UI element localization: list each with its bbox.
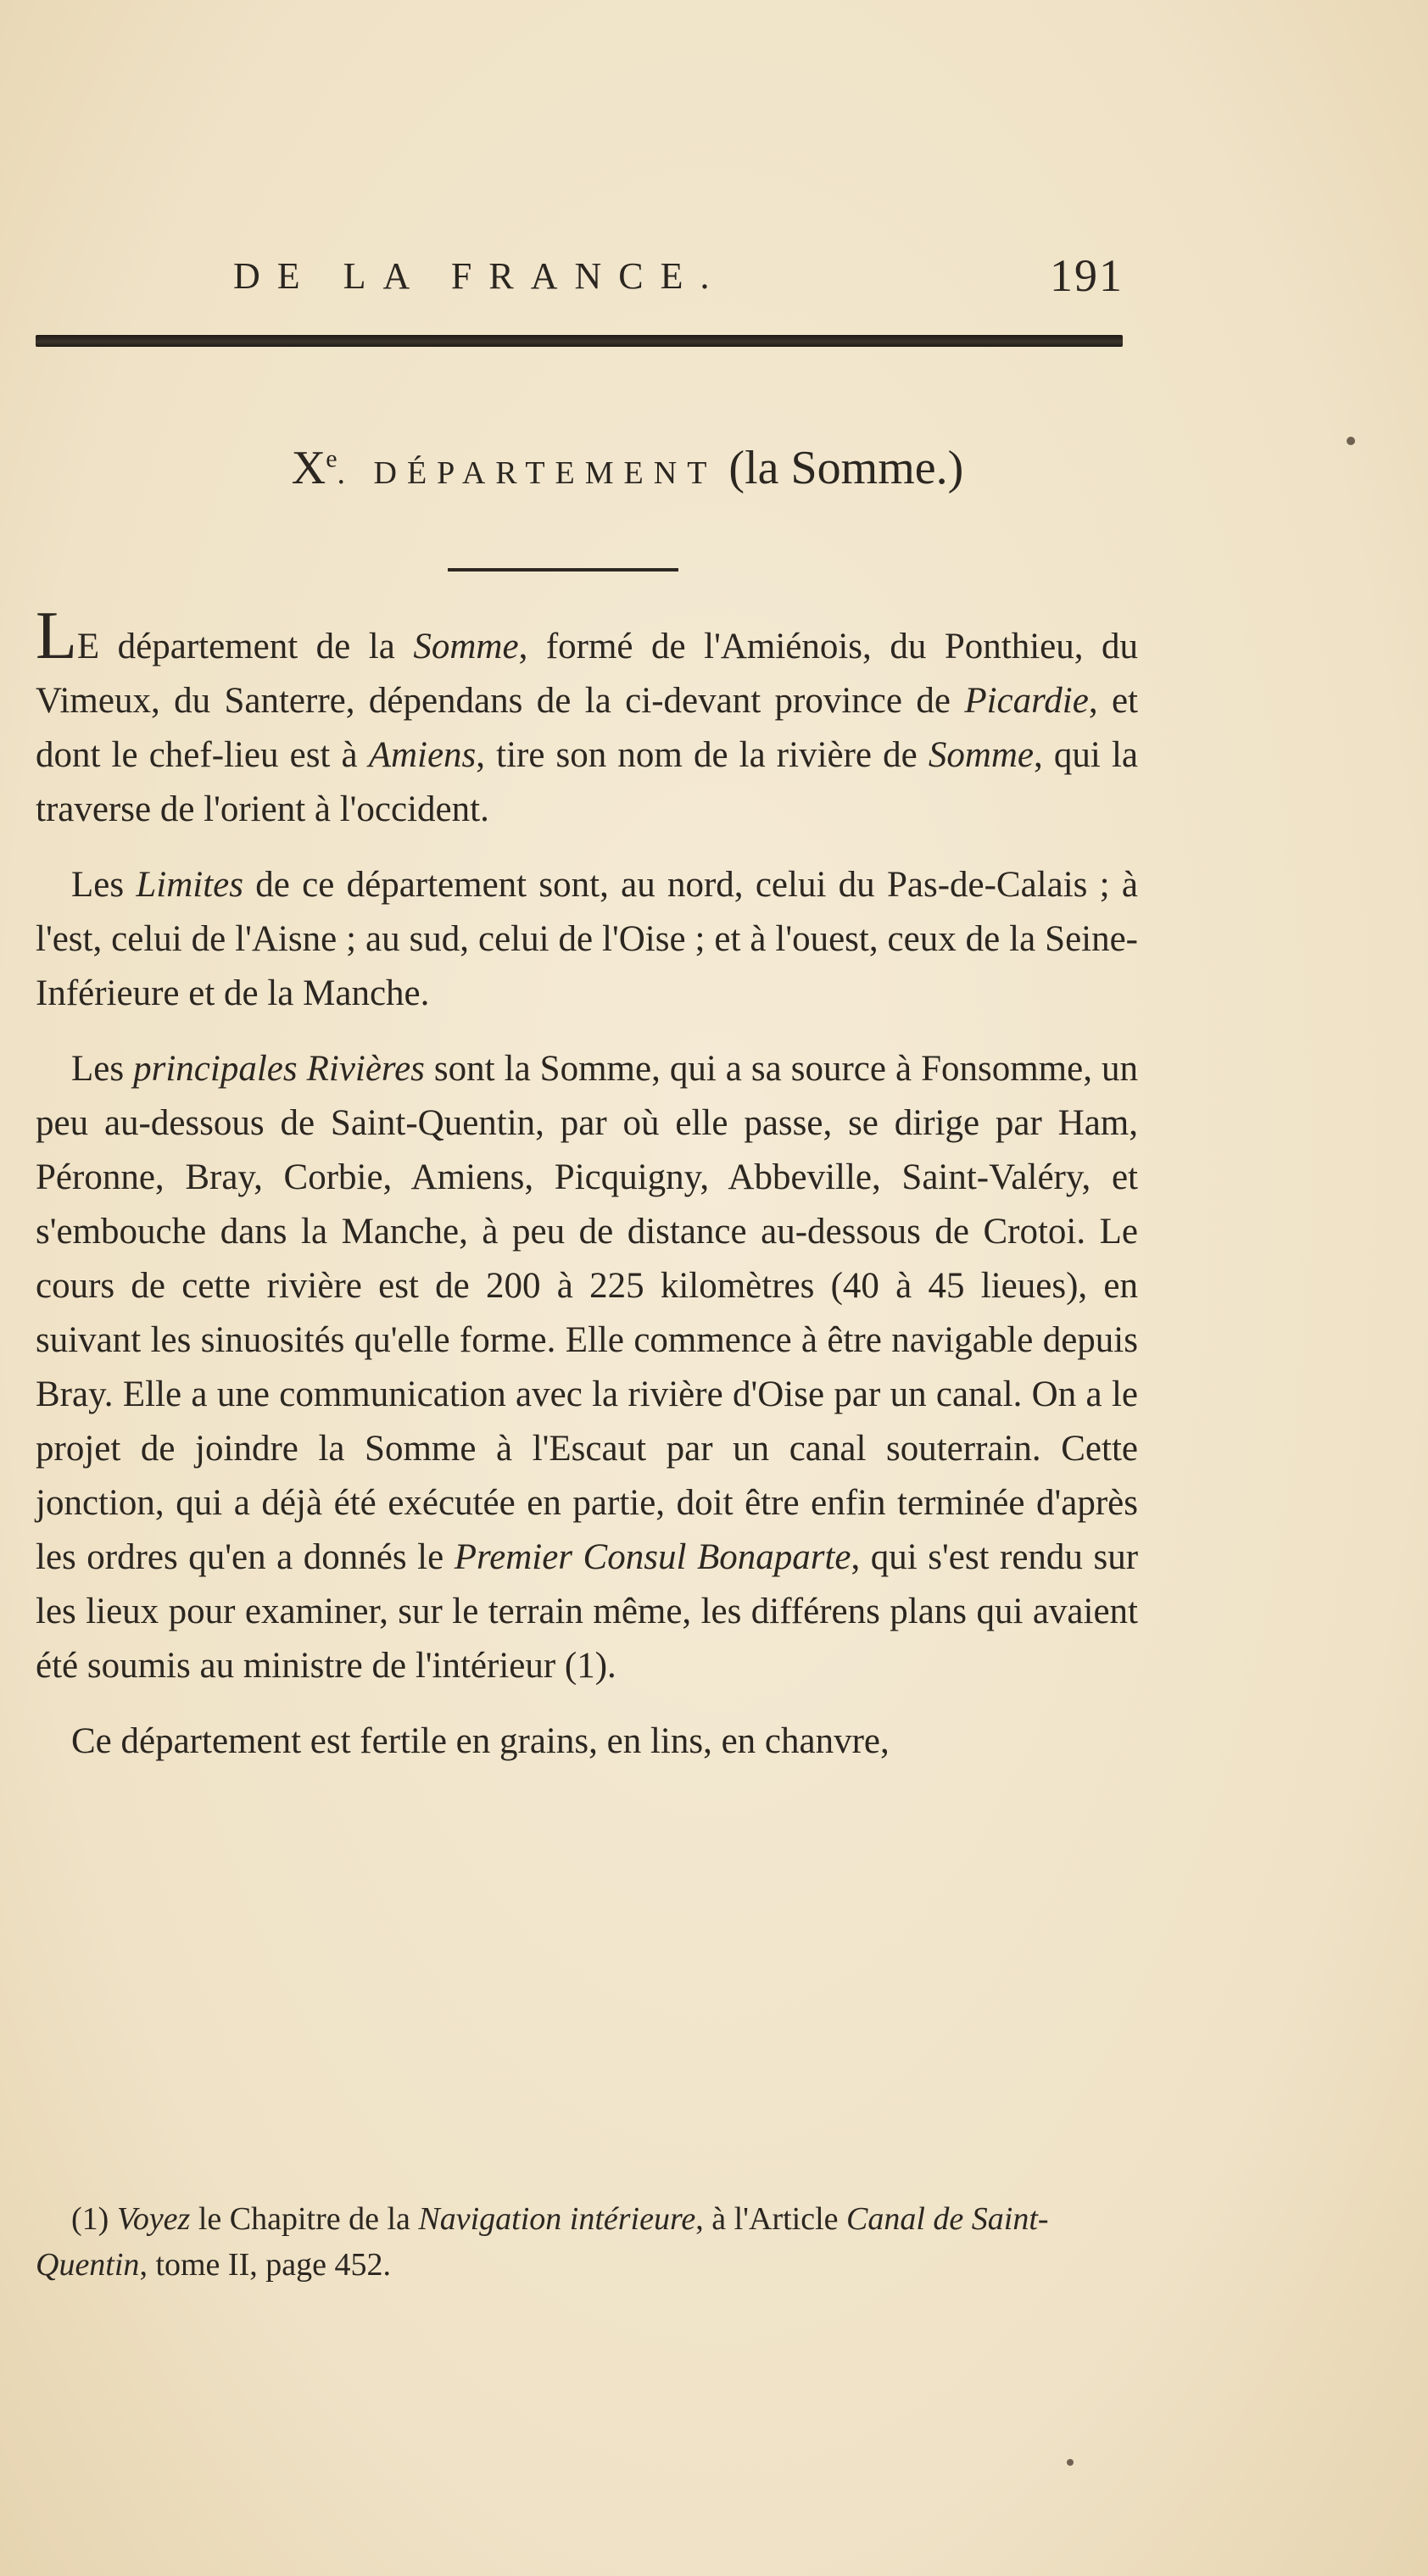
section-heading [140,441,1115,495]
text-run: sont la Somme, qui a sa source à Fonsomme, un peu au-dessous de Saint-Quentin, par où elle passe, se dirige par Ham, Péronne, Bray, Corbie, Amiens, Picquigny, Abbeville, Saint-Valéry, et s'embouche dans la Manche, à peu de distance au-dessous de Crotoi. Le cours de cette rivière est de 200 à 225 kilomètres (40 à 45 lieues), en suivant les sinuosités qu'elle forme. Elle commence à être navigable depuis Bray. Elle a une communication avec la rivière d'Oise par un canal. On a le projet de joindre la Somme à l'Escaut par un canal souterrain. Cette jonction, qui a déjà été exécutée en partie, doit être enfin terminée d'après les ordres qu'en a donnés le [36,1049,1138,1577]
text-run: (1) [71,2201,117,2237]
section-rule [448,568,678,572]
italic-text: Picardie [964,681,1089,721]
text-run: E département de la [76,627,414,666]
section-number: X [291,442,326,494]
text-run: , à l'Article [695,2201,847,2237]
section-number-sup: e [326,444,337,473]
text-run: de ce département sont, au nord, celui du Pas-de-Calais ; à l'est, celui de l'Aisne ; au sud, celui de l'Oise ; et à l'ouest, ceux de la Seine-Inférieure et de la Manche. [36,865,1138,1013]
text-run: , tire son nom de la rivière de [476,735,929,775]
italic-text: principales Rivières [133,1049,425,1089]
text-run: , et dont le chef-lieu est à [36,681,1138,775]
text-run: Les [71,1049,134,1089]
italic-text: Canal de Saint-Quentin [36,2201,1049,2283]
italic-text: Voyez [116,2201,191,2237]
drop-cap: L [36,599,77,673]
paragraph [36,1042,1138,1693]
paragraph [36,858,1138,1021]
text-run: le Chapitre de la [190,2201,419,2237]
paragraph [36,599,1139,837]
section-name: (la Somme.) [728,442,964,494]
paragraph [36,1715,1138,1769]
italic-text: Premier Consul Bonaparte [454,1537,851,1577]
ink-spot [1347,437,1355,445]
text-run: Ce département est fertile en grains, en lins, en chanvre, [71,1721,890,1761]
text-run: Les [71,865,137,905]
body-text [36,599,1139,1790]
running-header [233,246,1124,314]
text-run: , formé de l'Amiénois, du Ponthieu, du Vimeux, du Santerre, dépendans de la ci-devant province de [36,627,1139,721]
footnote [36,2196,1138,2288]
italic-text: Navigation intérieure [418,2201,696,2237]
running-title: DE LA FRANCE. [233,255,727,297]
italic-text: Somme [413,627,519,666]
page-number: 191 [1050,250,1124,301]
text-run: , qui s'est rendu sur les lieux pour examiner, sur le terrain même, les différens plans qui avaient été soumis au ministre de l'intérieur (1). [36,1537,1139,1686]
italic-text: Limites [136,865,244,905]
text-run: , tome II, page 452. [139,2247,391,2283]
text-run: , qui la traverse de l'orient à l'occident. [36,735,1138,829]
italic-text: Somme [928,735,1035,775]
italic-text: Amiens [368,735,477,775]
section-label: . DÉPARTEMENT [337,455,717,491]
header-rule [36,335,1123,347]
ink-spot [1067,2459,1074,2466]
